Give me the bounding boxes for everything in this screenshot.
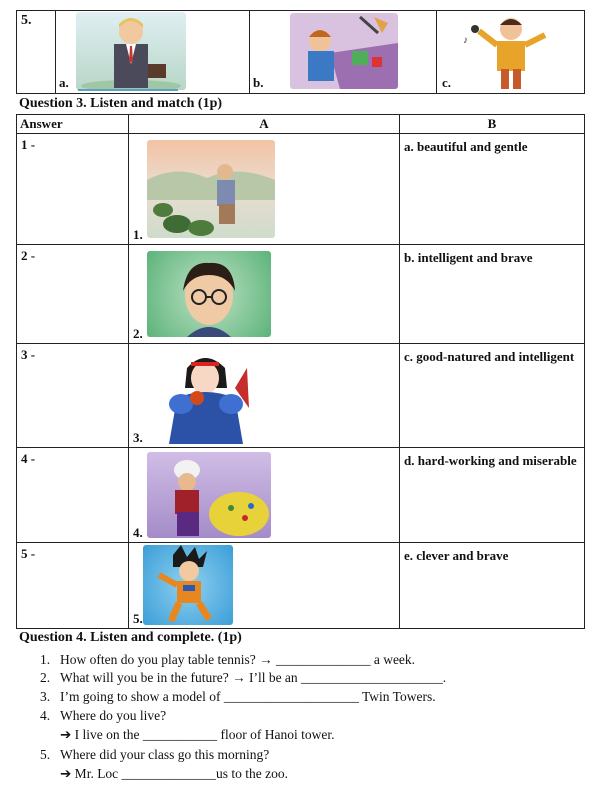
man-with-treasure — [147, 452, 271, 538]
answer-cell[interactable]: 3 - — [17, 344, 129, 448]
question-2-row — [16, 10, 585, 94]
option-cell: d. hard-working and miserable — [400, 448, 585, 543]
fill-in-item: 2. What will you be in the future? → I’ll be an _____________________. — [40, 670, 447, 685]
answer-cell[interactable]: 2 - — [17, 245, 129, 344]
question-3-title: Question 3. Listen and match (1p) — [19, 96, 223, 111]
option-cell: a. beautiful and gentle — [400, 134, 585, 245]
fill-in-answer-line: ➔ Mr. Loc ______________us to the zoo. — [60, 766, 289, 781]
picture-label: 1. — [133, 227, 143, 242]
header-b: B — [400, 115, 585, 134]
fill-in-answer-line: ➔ I live on the ___________ floor of Hanoi tower. — [60, 727, 335, 742]
option-a-label: a. — [59, 75, 69, 90]
fill-in-item: 3. I’m going to show a model of ____________________ Twin Towers. — [40, 689, 436, 704]
option-cell: c. good-natured and intelligent — [400, 344, 585, 448]
picture-label: 4. — [133, 525, 143, 540]
picture-cell — [129, 448, 400, 543]
svg-text:♪: ♪ — [463, 35, 468, 46]
answer-cell[interactable]: 1 - — [17, 134, 129, 245]
option-b-cell — [250, 11, 437, 94]
fill-in-item: 4. Where do you live? — [40, 708, 167, 723]
picture-label: 3. — [133, 430, 143, 445]
picture-cell — [129, 543, 400, 629]
answer-cell[interactable]: 5 - — [17, 543, 129, 629]
picture-cell — [129, 344, 400, 448]
farmer-picking-melons — [147, 140, 275, 238]
option-c-cell — [437, 11, 585, 94]
header-a: A — [129, 115, 400, 134]
option-b-label: b. — [253, 75, 264, 90]
boy-with-glasses — [147, 251, 271, 337]
match-table — [16, 114, 585, 629]
picture-cell — [129, 245, 400, 344]
row-number-cell — [17, 11, 56, 94]
table-row — [17, 448, 585, 543]
flying-fighter-boy — [143, 545, 233, 625]
option-c-label: c. — [442, 75, 452, 90]
picture-label: 2. — [133, 326, 143, 341]
table-row — [17, 134, 585, 245]
picture-label: 5. — [133, 611, 143, 626]
header-answer: Answer — [17, 115, 129, 134]
row-number: 5. — [21, 13, 32, 28]
table-header-row — [17, 115, 585, 134]
answer-cell[interactable]: 4 - — [17, 448, 129, 543]
table-row — [17, 344, 585, 448]
table-row — [17, 245, 585, 344]
option-cell: e. clever and brave — [400, 543, 585, 629]
picture-underline — [78, 89, 178, 91]
princess-with-apple — [147, 348, 265, 444]
fill-in-item: 1. How often do you play table tennis? → ______________ a week. — [40, 652, 416, 667]
table-row — [17, 543, 585, 629]
boy-building-model-picture — [290, 13, 398, 89]
option-cell: b. intelligent and brave — [400, 245, 585, 344]
question-4-title: Question 4. Listen and complete. (1p) — [19, 630, 242, 645]
picture-cell — [129, 134, 400, 245]
businessman-picture — [76, 12, 186, 90]
fill-in-item: 5. Where did your class go this morning? — [40, 747, 270, 762]
option-a-cell — [56, 11, 250, 94]
singer-picture — [455, 13, 565, 89]
